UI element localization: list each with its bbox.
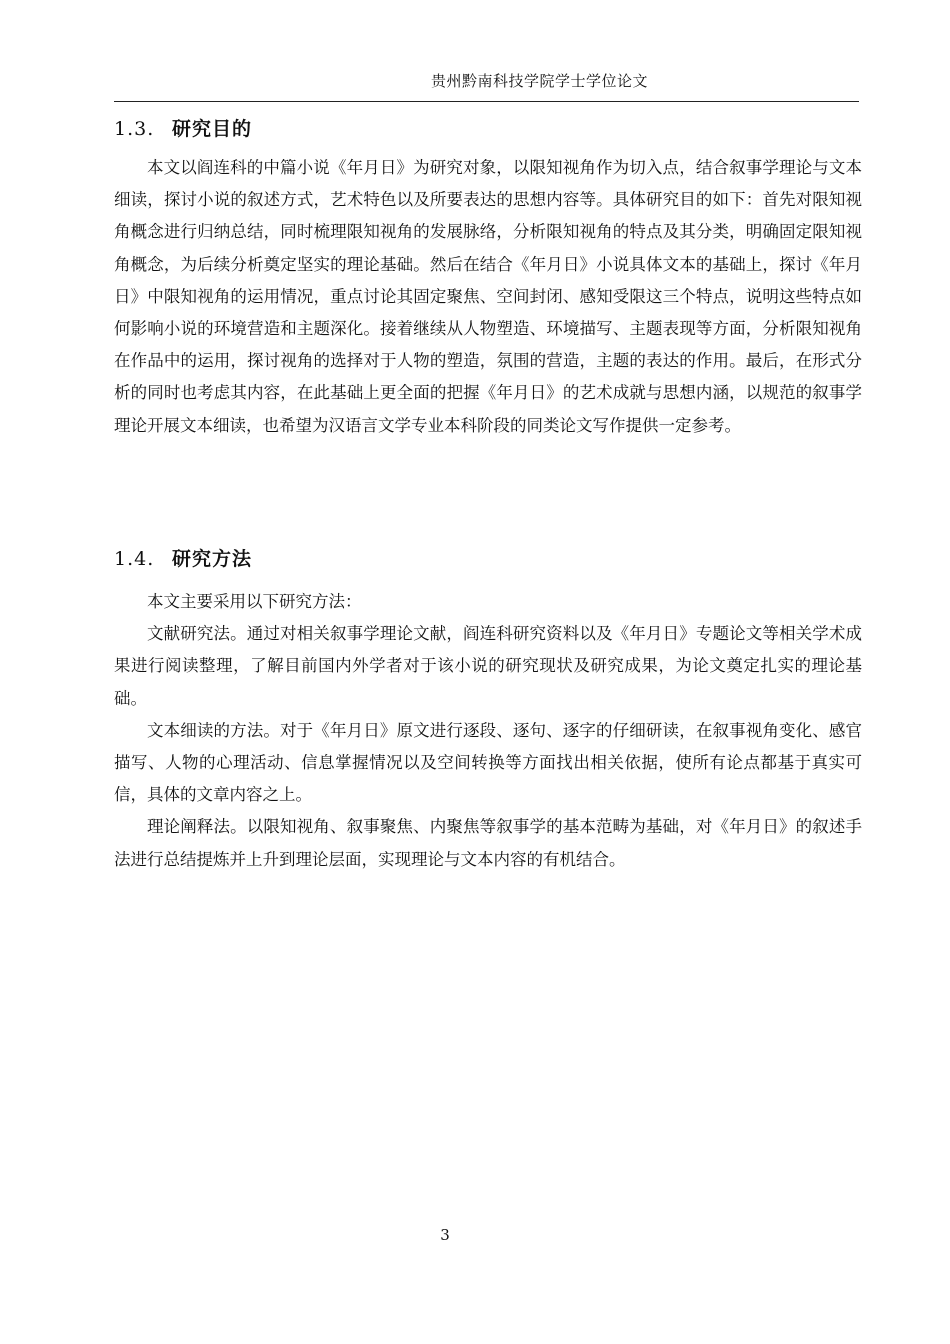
paragraph: 本文以阎连科的中篇小说《年月日》为研究对象，以限知视角作为切入点，结合叙事学理论与文本细读，探讨小说的叙述方式，艺术特色以及所要表达的思想内容等。具体研究目的如下：首先对限知视角概念进行归纳总结，同时梳理限知视角的发展脉络，分析限知视角的特点及其分类，明确固定限知视角概念，为后续分析奠定坚实的理论基础。然后在结合《年月日》小说具体文本的基础上，探讨《年月日》中限知视角的运用情况，重点讨论其固定聚焦、空间封闭、感知受限这三个特点，说明这些特点如何影响小说的环境营造和主题深化。接着继续从人物塑造、环境描写、主题表现等方面，分析限知视角在作品中的运用，探讨视角的选择对于人物的塑造，氛围的营造，主题的表达的作用。最后，在形式分析的同时也考虑其内容，在此基础上更全面的把握《年月日》的艺术成就与思想内涵，以规范的叙事学理论开展文本细读，也希望为汉语言文学专业本科阶段的同类论文写作提供一定参考。 <box>114 158 862 435</box>
running-header <box>114 70 858 91</box>
paragraph: 本文主要采用以下研究方法： <box>147 592 362 611</box>
paragraph: 理论阐释法。以限知视角、叙事聚焦、内聚焦等叙事学的基本范畴为基础，对《年月日》的叙述手法进行总结提炼并上升到理论层面，实现理论与文本内容的有机结合。 <box>114 817 862 869</box>
page-number: 3 <box>440 1226 450 1244</box>
section-title: 研究目的 <box>172 118 253 140</box>
section-number: 1.4. <box>114 548 155 570</box>
section-body-1-3 <box>114 152 862 442</box>
section-heading-1-3 <box>114 114 252 141</box>
paragraph: 文本细读的方法。对于《年月日》原文进行逐段、逐句、逐字的仔细研读，在叙事视角变化、感官描写、人物的心理活动、信息掌握情况以及空间转换等方面找出相关依据，使所有论点都基于真实可信，具体的文章内容之上。 <box>114 720 862 805</box>
section-number: 1.3. <box>114 118 155 140</box>
section-heading-1-4 <box>114 544 252 571</box>
section-body-1-4 <box>114 586 862 876</box>
section-title: 研究方法 <box>172 548 253 570</box>
header-title: 贵州黔南科技学院学士学位论文 <box>430 72 648 90</box>
paragraph: 文献研究法。通过对相关叙事学理论文献，阎连科研究资料以及《年月日》专题论文等相关学术成果进行阅读整理，了解目前国内外学者对于该小说的研究现状及研究成果，为论文奠定扎实的理论基础。 <box>114 624 862 708</box>
header-divider <box>114 101 859 102</box>
